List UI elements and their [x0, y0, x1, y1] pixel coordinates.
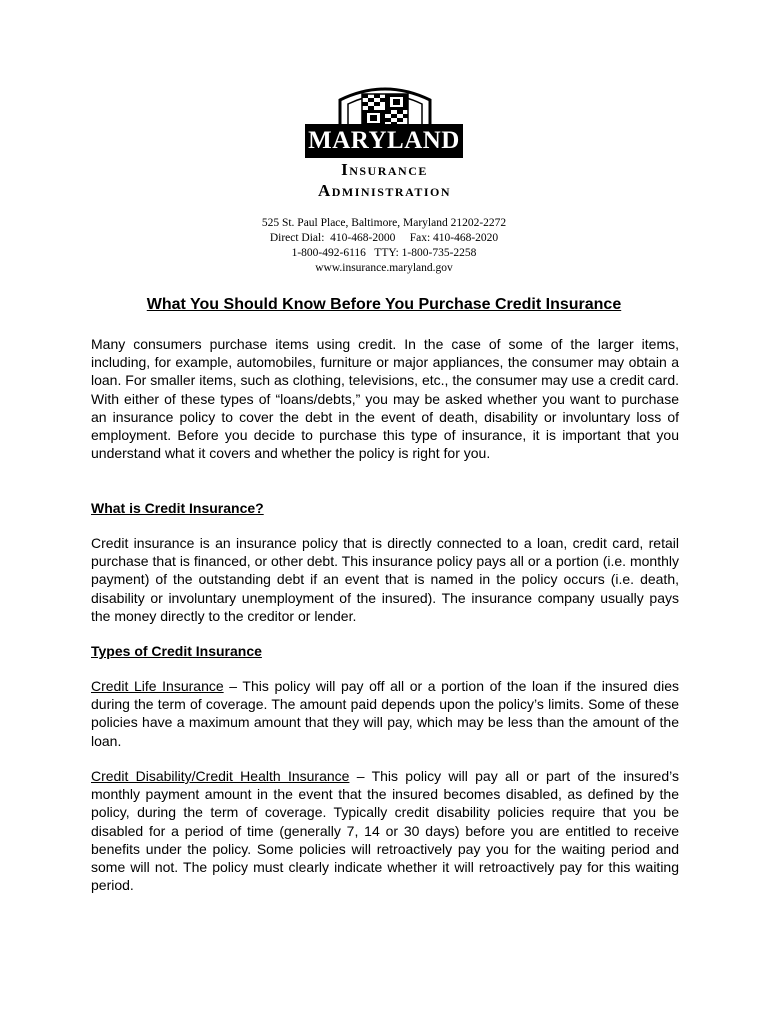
types-of-credit-insurance-heading: Types of Credit Insurance	[91, 643, 262, 659]
phone-fax-line: Direct Dial: 410-468-2000 Fax: 410-468-2020	[269, 232, 499, 244]
credit-life-description: – This policy will pay off all or a portion of the loan if the insured dies during the term of coverage. The amount paid depends upon the policy’s limits. Some of these policies have a maximum amount that they will pay, which may be less than the amount of the loan.	[91, 678, 679, 749]
document-title: What You Should Know Before You Purchase Credit Insurance	[146, 296, 622, 313]
what-is-credit-insurance-paragraph: Credit insurance is an insurance policy that is directly connected to a loan, credit card, retail purchase that is financed, or other debt. This insurance policy pays all or a portion (i.e. monthly payment) of the outstanding debt if an event that is named in the policy occurs (i.e. death, disability or involuntary unemployment of the insured). The insurance company usually pays the money directly to the creditor or lender.	[91, 535, 679, 624]
intro-paragraph: Many consumers purchase items using credit. In the case of some of the larger items, including, for example, automobiles, furniture or major appliances, the consumer may obtain a loan. For smaller items, such as clothing, televisions, etc., the consumer may use a credit card. With either of these types of “loans/debts,” you may be asked whether you want to purchase an insurance policy to cover the debt in the event of death, disability or involuntary loss of employment. Before you decide to purchase this type of insurance, it is important that you understand what it covers and whether the policy is right for you.	[91, 336, 679, 462]
website-link[interactable]: www.insurance.maryland.gov	[315, 262, 453, 274]
credit-disability-paragraph	[91, 767, 679, 894]
logo-administration-text: Administration	[317, 181, 452, 200]
credit-disability-description: – This policy will pay all or part of the insured’s monthly payment amount in the event that the insured becomes disabled, as defined by the policy, during the term of coverage. Typically credit disability policies require that you be disabled for a period of time (generally 7, 14 or 30 days) before you are entitled to receive benefits under the policy. Some policies will retroactively pay you for the waiting period and some will not. The policy must clearly indicate whether it will retroactively pay for this waiting period.	[91, 768, 679, 894]
logo-insurance-text: Insurance	[341, 160, 428, 179]
credit-life-term: Credit Life Insurance	[91, 678, 224, 694]
credit-disability-term: Credit Disability/Credit Health Insurance	[91, 768, 350, 784]
logo-maryland-text: MARYLAND	[308, 127, 460, 154]
street-address: 525 St. Paul Place, Baltimore, Maryland 21202-2272	[261, 217, 507, 229]
tollfree-tty-line: 1-800-492-6116 TTY: 1-800-735-2258	[291, 247, 477, 259]
credit-life-paragraph	[91, 677, 679, 750]
maryland-insurance-logo	[300, 84, 470, 204]
what-is-credit-insurance-heading: What is Credit Insurance?	[91, 500, 264, 516]
